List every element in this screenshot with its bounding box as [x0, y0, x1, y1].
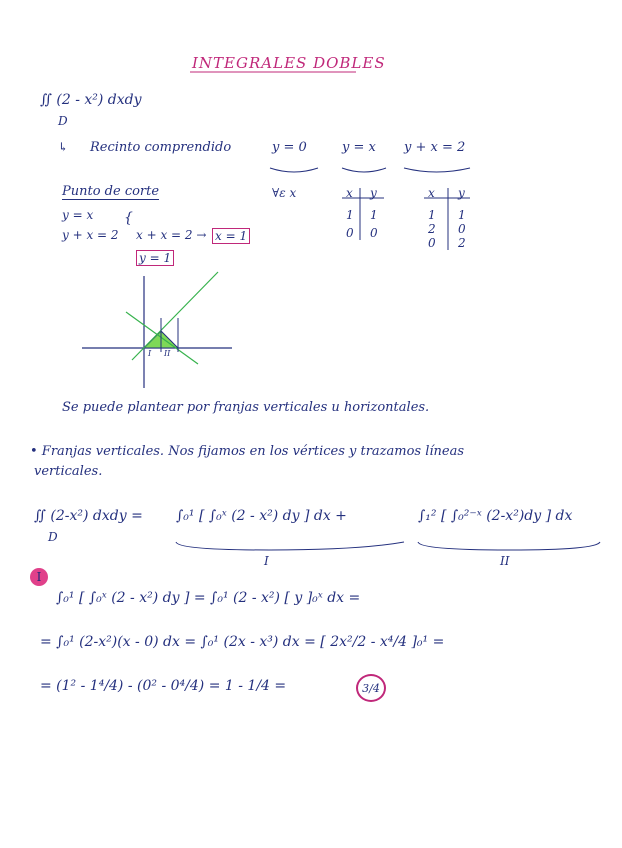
part-one-line-2: = ∫₀¹ (2-x²)(x - 0) dx = ∫₀¹ (2x - x³) dx = [ 2x²/2 - x⁴/4 ]₀¹ = — [40, 634, 445, 650]
table3-cell: 2 — [458, 236, 466, 250]
remark-line-1: Se puede plantear por franjas verticales u horizontales. — [62, 400, 430, 415]
part-one-result: 3/4 — [356, 674, 386, 702]
table2-cell: 1 — [370, 208, 378, 222]
part-one-line-1: ∫₀¹ [ ∫₀ˣ (2 - x²) dy ] = ∫₀¹ (2 - x²) [ y ]₀ˣ dx = — [56, 590, 361, 606]
part-one-marker: I — [30, 568, 48, 586]
table2-cell: 1 — [346, 208, 354, 222]
graph-label-I: I — [148, 349, 152, 358]
table3-cell: 1 — [428, 208, 436, 222]
system-brace-icon: { — [124, 210, 133, 226]
curve-1-brace — [270, 168, 318, 172]
system-eq2: y + x = 2 — [62, 228, 119, 242]
curve-3-brace — [404, 168, 470, 172]
integral-region-subscript: D — [58, 114, 68, 128]
remark-line-3: verticales. — [34, 464, 103, 479]
table1-header: ∀ε x — [272, 186, 297, 200]
integral-statement: ∬ (2 - x²) dxdy — [40, 92, 142, 108]
table3-cell: 0 — [458, 222, 466, 236]
curve-2-brace — [342, 168, 386, 172]
remark-line-2: • Franjas verticales. Nos fijamos en los vértices y trazamos líneas — [30, 444, 465, 459]
system-eq1: y = x — [62, 208, 94, 222]
table3-cell: 0 — [428, 236, 436, 250]
table3-col-y: y — [458, 186, 465, 200]
brace-1-label: I — [264, 554, 269, 568]
graph-label-II: II — [164, 349, 171, 358]
split-lhs-subscript: D — [48, 530, 58, 544]
table2-cell: 0 — [370, 226, 378, 240]
table2-cell: 0 — [346, 226, 354, 240]
curve-1: y = 0 — [272, 140, 307, 155]
curve-2: y = x — [342, 140, 376, 155]
result-x: x = 1 — [212, 228, 250, 244]
curve-3: y + x = 2 — [404, 140, 466, 155]
system-solve: x + x = 2 → — [136, 228, 207, 242]
region-arrow-icon: ↳ — [58, 140, 69, 154]
page-title: INTEGRALES DOBLES — [192, 54, 386, 72]
part-one-line-3: = (1² - 1⁴/4) - (0² - 0⁴/4) = 1 - 1/4 = — [40, 678, 287, 694]
table3-col-x: x — [428, 186, 435, 200]
table2-col-x: x — [346, 186, 353, 200]
split-lhs: ∬ (2-x²) dxdy = — [34, 508, 143, 524]
punto-corte-heading: Punto de corte — [62, 184, 160, 199]
split-term-2: ∫₁² [ ∫₀²⁻ˣ (2-x²)dy ] dx — [418, 508, 573, 524]
table2-col-y: y — [370, 186, 377, 200]
table3-cell: 2 — [428, 222, 436, 236]
region-label: Recinto comprendido — [90, 140, 232, 155]
brace-2 — [418, 542, 600, 550]
brace-2-label: II — [500, 554, 510, 568]
result-y: y = 1 — [136, 250, 174, 266]
table3-cell: 1 — [458, 208, 466, 222]
split-term-1: ∫₀¹ [ ∫₀ˣ (2 - x²) dy ] dx + — [176, 508, 347, 524]
line-y-plus-x-eq-2 — [126, 312, 198, 364]
brace-1 — [176, 542, 404, 550]
